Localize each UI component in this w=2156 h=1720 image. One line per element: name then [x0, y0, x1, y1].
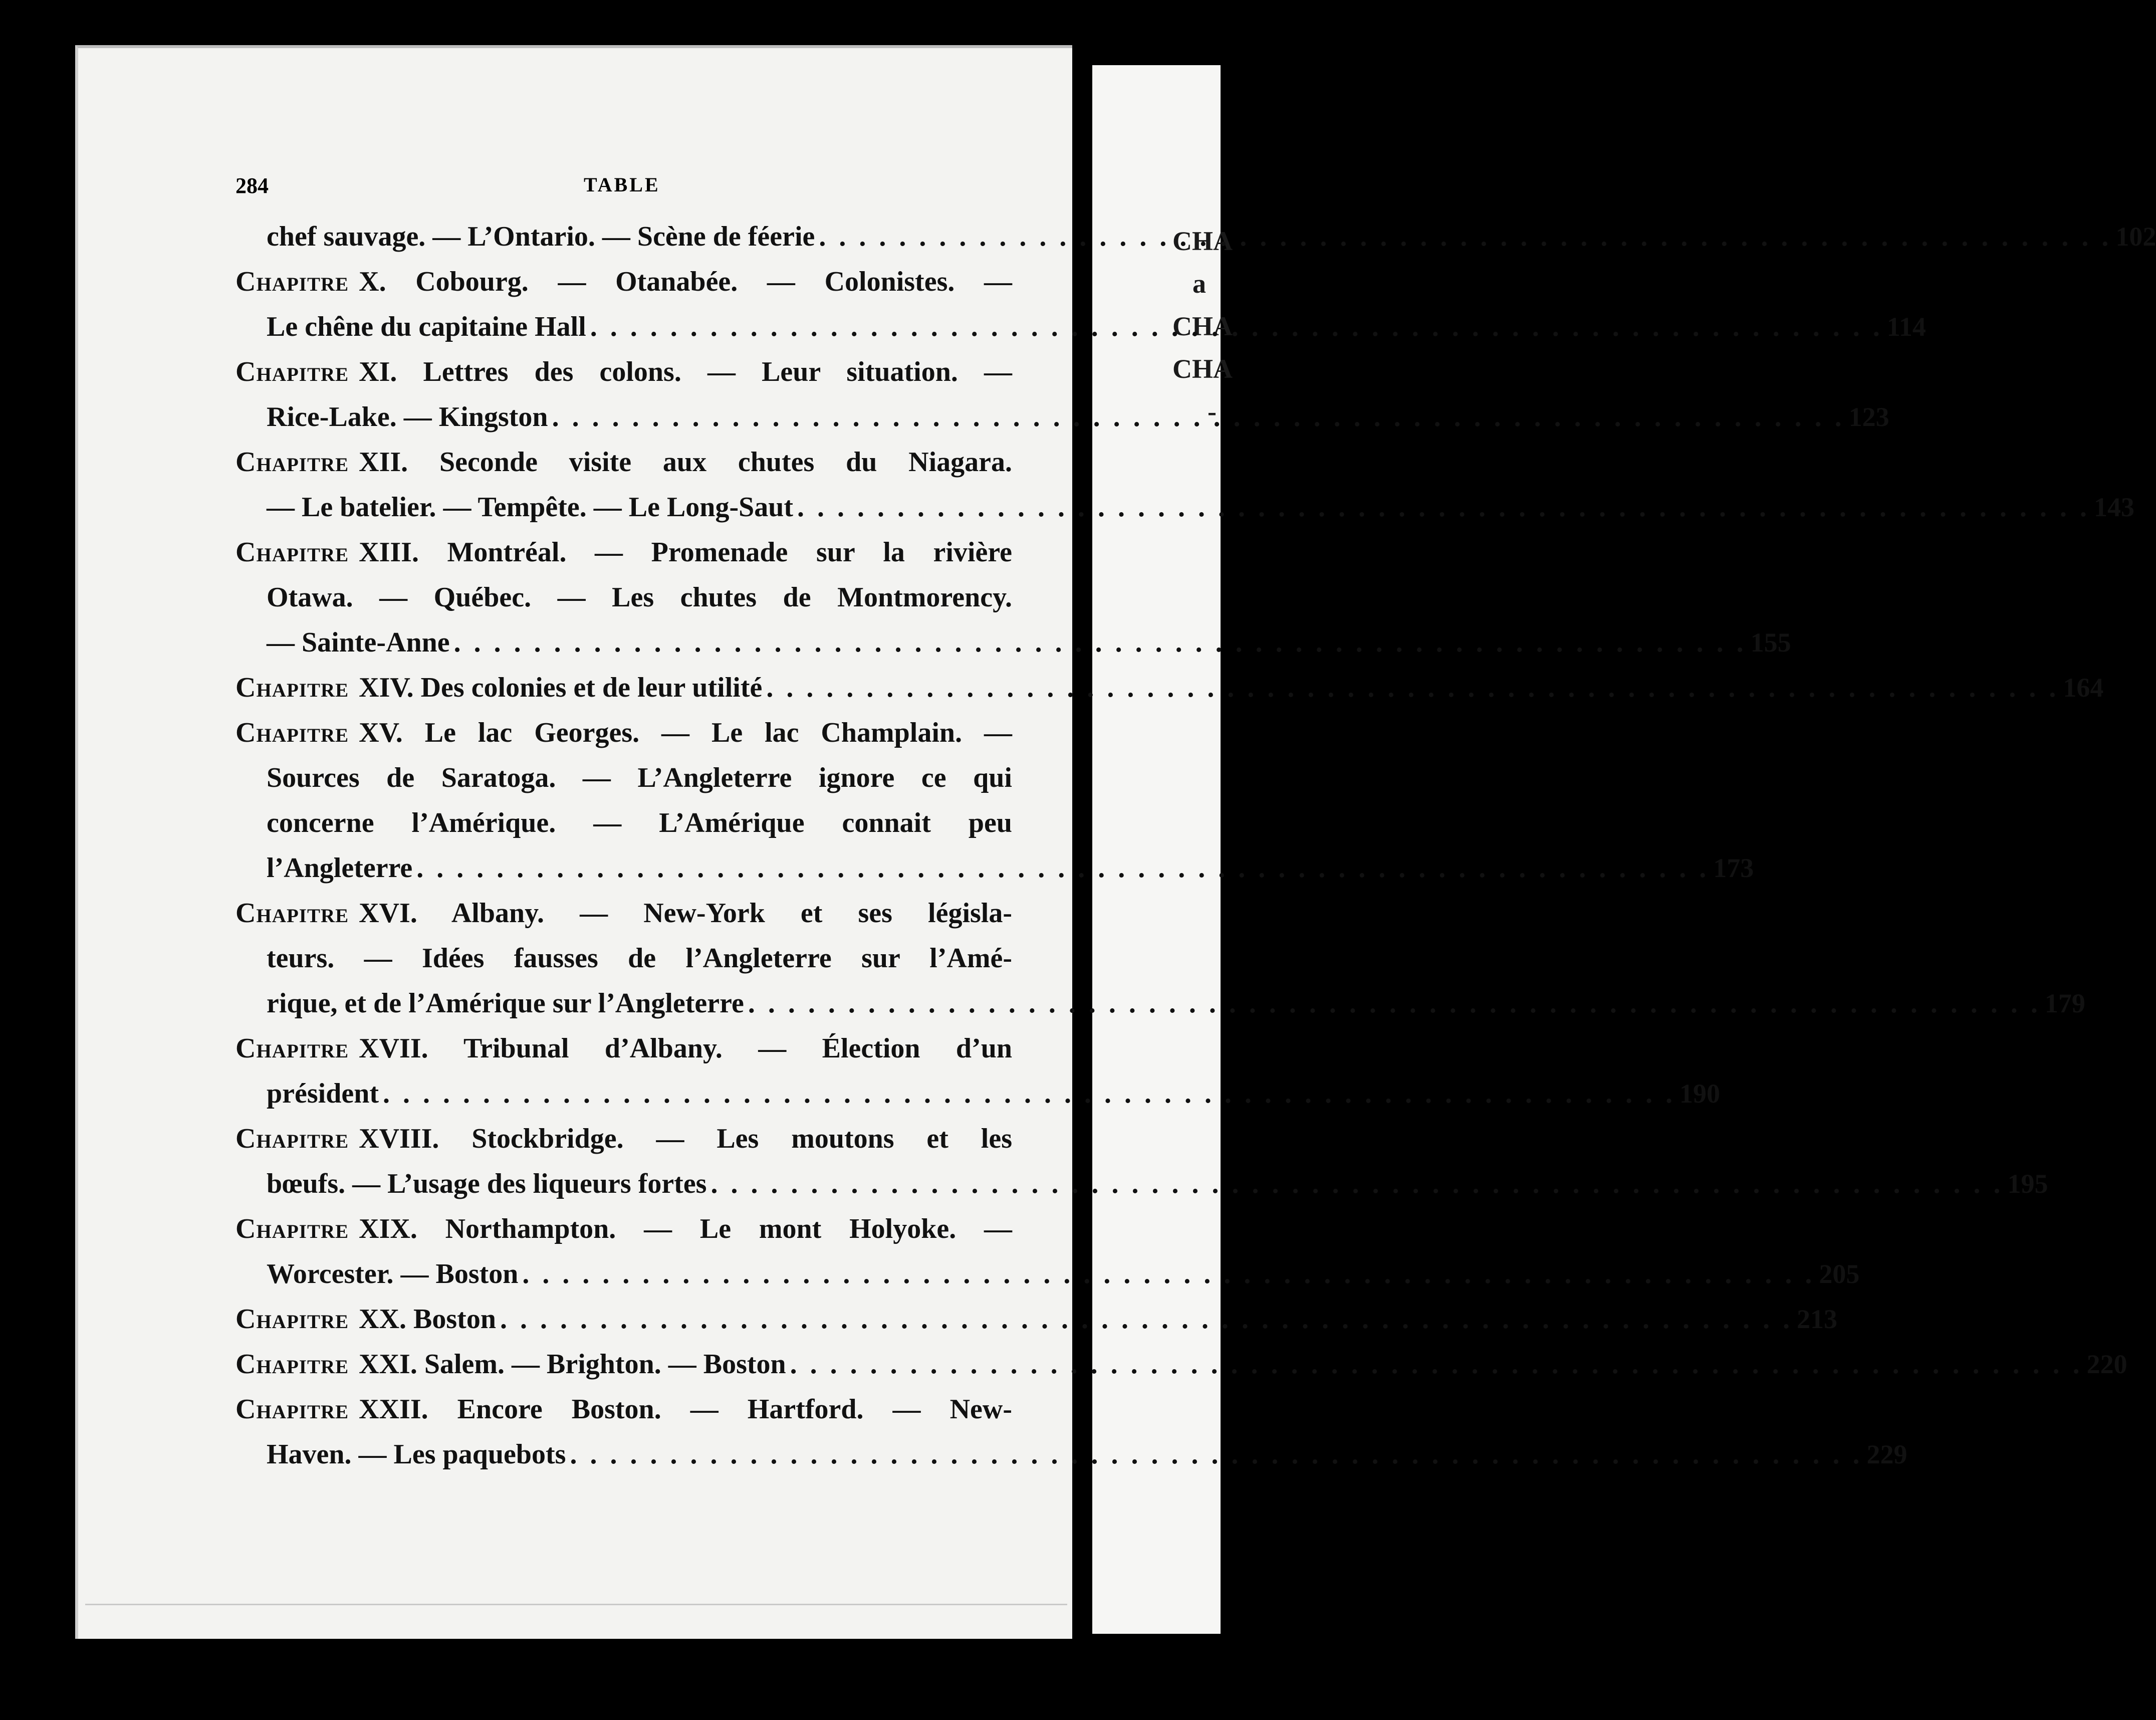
dot-leader [797, 491, 2090, 523]
toc-line [235, 942, 1012, 987]
toc-line [235, 446, 1012, 491]
facing-fragment: - [1208, 396, 1217, 426]
table-of-contents [235, 221, 2156, 1483]
toc-entry-text: Otawa. — Québec. — Les chutes de Montmorency. [267, 582, 1012, 613]
toc-line [235, 1123, 1012, 1168]
chapter-label: Chapitre [235, 266, 349, 297]
dot-leader [766, 672, 2059, 704]
facing-fragment: CHA [1172, 354, 1233, 384]
toc-entry-text: XV. Le lac Georges. — Le lac Champlain. — [359, 717, 1012, 748]
dot-leader [590, 311, 1883, 343]
toc-entry-text: XIII. Montréal. — Promenade sur la rivière [359, 537, 1012, 568]
toc-line [235, 987, 2085, 1032]
toc-line [235, 1078, 1720, 1123]
chapter-label: Chapitre [235, 717, 349, 748]
toc-line [235, 807, 1012, 852]
toc-line [235, 266, 1012, 311]
toc-entry-text: Le chêne du capitaine Hall [267, 311, 586, 342]
toc-line [235, 536, 1012, 581]
toc-entry-text: XII. Seconde visite aux chutes du Niagara. [359, 447, 1012, 478]
chapter-label: Chapitre [235, 1213, 349, 1244]
dot-leader [522, 1258, 1815, 1290]
facing-fragment: CHA [1172, 226, 1233, 256]
toc-line [235, 581, 1012, 626]
dot-leader [500, 1303, 1793, 1335]
dot-leader [383, 1078, 1675, 1110]
dot-leader [454, 626, 1747, 659]
toc-entry-text: XVI. Albany. — New-York et ses législa- [359, 898, 1012, 929]
toc-entry-text: XVIII. Stockbridge. — Les moutons et les [359, 1123, 1012, 1154]
chapter-label: Chapitre [235, 1349, 349, 1380]
chapter-label: Chapitre [235, 1304, 349, 1335]
page-edge [85, 1584, 1067, 1605]
toc-page-number: 220 [2086, 1349, 2127, 1379]
toc-entry-text: XXI. Salem. — Brighton. — Boston [359, 1349, 786, 1380]
toc-page-number: 114 [1886, 312, 1926, 342]
toc-entry-text: Worcester. — Boston [267, 1258, 519, 1289]
toc-entry-text: XIV. Des colonies et de leur utilité [359, 672, 763, 703]
toc-entry-text: concerne l’Amérique. — L’Amérique connait peu [267, 807, 1012, 838]
toc-entry-text: Sources de Saratoga. — L’Angleterre ignore ce qui [267, 762, 1012, 793]
chapter-label: Chapitre [235, 447, 349, 478]
toc-page-number: 195 [2007, 1169, 2048, 1199]
toc-line [235, 356, 1012, 401]
toc-page-number: 213 [1796, 1304, 1837, 1334]
toc-line [235, 762, 1012, 807]
toc-line [235, 1168, 2048, 1213]
facing-page [1092, 65, 1233, 1634]
toc-entry-text: teurs. — Idées fausses de l’Angleterre sur l’Amé- [267, 943, 1012, 974]
facing-fragment: a [1192, 269, 1206, 299]
toc-entry-text: XX. Boston [359, 1304, 496, 1335]
toc-entry-text: chef sauvage. — L’Ontario. — Scène de féerie [267, 221, 815, 252]
dot-leader [819, 221, 2111, 253]
toc-entry-text: — Sainte-Anne [267, 627, 450, 658]
toc-line [235, 626, 1791, 672]
dot-leader [416, 852, 1709, 884]
toc-entry-text: XIX. Northampton. — Le mont Holyoke. — [359, 1213, 1012, 1244]
toc-entry-text: — Le batelier. — Tempête. — Le Long-Saut [267, 492, 794, 523]
chapter-label: Chapitre [235, 672, 349, 703]
running-title: TABLE [584, 173, 660, 196]
toc-page-number: 190 [1680, 1079, 1720, 1109]
toc-line [235, 1348, 2127, 1393]
toc-line [235, 491, 2135, 536]
toc-entry-text: XXII. Encore Boston. — Hartford. — New- [359, 1394, 1012, 1425]
toc-page-number: 155 [1750, 627, 1791, 658]
toc-entry-text: Haven. — Les paquebots [267, 1439, 566, 1470]
toc-entry-text: X. Cobourg. — Otanabée. — Colonistes. — [359, 266, 1012, 297]
facing-fragment: CHA [1172, 311, 1233, 341]
toc-entry-text: l’Angleterre [267, 852, 413, 884]
toc-line [235, 717, 1012, 762]
toc-page-number: 164 [2063, 673, 2104, 703]
toc-page-number: 123 [1848, 402, 1889, 432]
toc-page-number: 143 [2094, 492, 2135, 522]
chapter-label: Chapitre [235, 898, 349, 929]
dot-leader [552, 401, 1845, 433]
dot-leader [748, 987, 2041, 1019]
toc-line [235, 1438, 1907, 1483]
chapter-label: Chapitre [235, 356, 349, 387]
toc-entry-text: Rice-Lake. — Kingston [267, 401, 548, 433]
toc-page-number: 102 [2115, 222, 2156, 252]
toc-entry-text: XVII. Tribunal d’Albany. — Élection d’un [359, 1033, 1012, 1064]
dot-leader [790, 1348, 2083, 1380]
chapter-label: Chapitre [235, 1394, 349, 1425]
dot-leader [570, 1438, 1862, 1470]
toc-page-number: 205 [1819, 1259, 1860, 1289]
chapter-label: Chapitre [235, 1033, 349, 1064]
toc-page-number: 179 [2044, 988, 2085, 1018]
toc-line [235, 1303, 1837, 1348]
toc-line [235, 401, 1889, 446]
chapter-label: Chapitre [235, 537, 349, 568]
chapter-label: Chapitre [235, 1123, 349, 1154]
page-header [235, 173, 1012, 203]
toc-entry-text: XI. Lettres des colons. — Leur situation. — [359, 356, 1012, 387]
toc-page-number: 173 [1713, 853, 1754, 883]
toc-line [235, 672, 2104, 717]
toc-line [235, 852, 1754, 897]
dot-leader [710, 1168, 2003, 1200]
toc-line [235, 1393, 1012, 1438]
toc-entry-text: bœufs. — L’usage des liqueurs fortes [267, 1168, 707, 1199]
toc-entry-text: rique, et de l’Amérique sur l’Angleterre [267, 988, 744, 1019]
toc-page-number: 229 [1866, 1439, 1907, 1469]
toc-line [235, 1258, 1860, 1303]
page-number: 284 [235, 173, 269, 198]
toc-line [235, 1213, 1012, 1258]
toc-line [235, 897, 1012, 942]
toc-line [235, 1032, 1012, 1078]
toc-entry-text: président [267, 1078, 379, 1109]
